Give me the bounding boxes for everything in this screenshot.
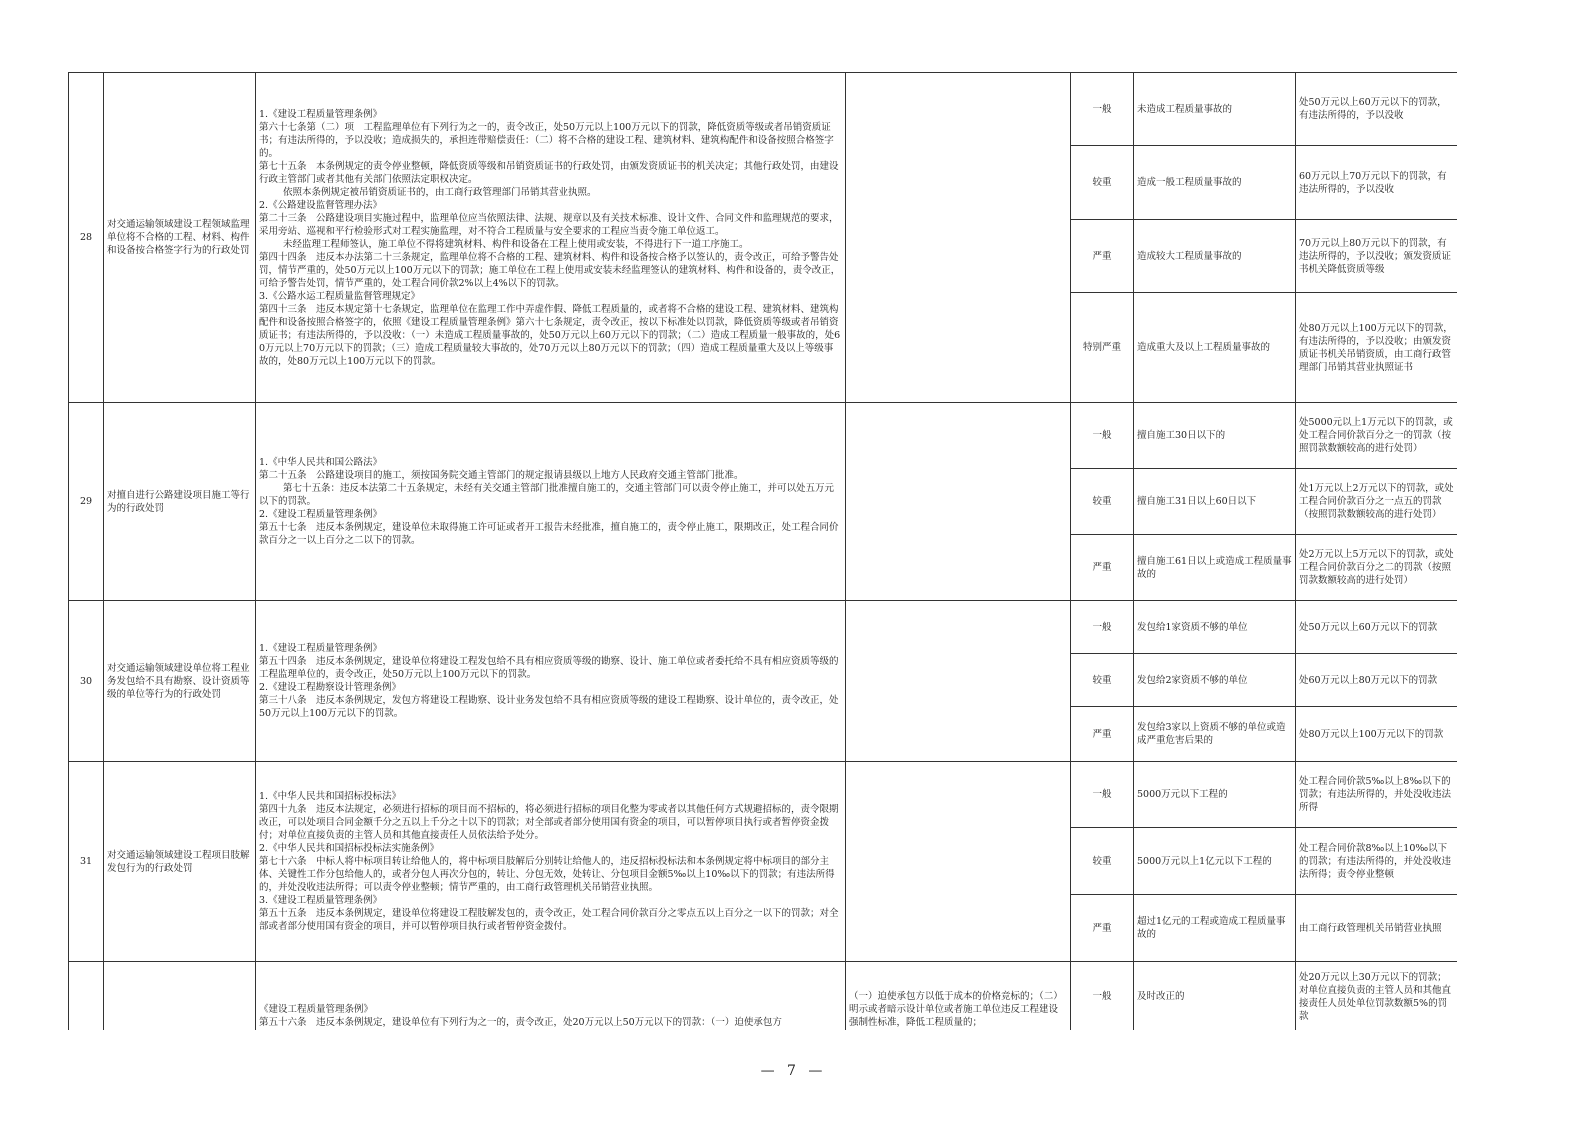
severity-level: 严重 — [1071, 895, 1134, 962]
table-row — [69, 962, 1458, 1031]
penalty-standard: 处50万元以上60万元以下的罚款，有违法所得的，予以没收 — [1296, 73, 1458, 146]
page-number: — 7 — — [760, 1063, 827, 1079]
violation-condition: 发包给1家资质不够的单位 — [1134, 601, 1296, 654]
severity-level: 一般 — [1071, 73, 1134, 146]
circumstance-cell — [846, 762, 1071, 962]
legal-basis: 1.《中华人民共和国招标投标法》 第四十九条 违反本法规定，必须进行招标的项目而不招标的，将必须进行招标的项目化整为零或者以其他任何方式规避招标的，责令限期改正，可以处项目合同金额千分之五以上千分之十以下的罚款；对全部或者部分使用国有资金的项目，可以暂停项目执行或者暂停资金拨付；对单位直接负责的主管人员和其他直接责任人员依法给予处分。 2.《中华人民共和国招标投标法实施条例》 第七十六条 中标人将中标项目转让给他人的，将中标项目肢解后分别转让给他人的，违反招标投标法和本条例规定将中标项目的部分主体、关键性工作分包给他人的，或者分包人再次分包的，转让、分包无效，处转让、分包项目金额5‰以上10‰以下的罚款；有违法所得的，并处没收违法所得；可以责令停业整顿；情节严重的，由工商行政管理机关吊销营业执照。 3.《建设工程质量管理条例》 第五十五条 违反本条例规定，建设单位将建设工程肢解发包的，责令改正，处工程合同价款百分之零点五以上百分之一以下的罚款；对全部或者部分使用国有资金的项目，并可以暂停项目执行或者暂停资金拨付。 — [256, 762, 846, 962]
severity-level: 较重 — [1071, 828, 1134, 895]
penalty-standard: 处20万元以上30万元以下的罚款；对单位直接负责的主管人员和其他直接责任人员处单位罚款数额5%的罚款 — [1296, 962, 1458, 1031]
circumstance-cell — [846, 601, 1071, 762]
item-name: 对交通运输领域建设工程项目肢解发包行为的行政处罚 — [104, 762, 256, 962]
penalty-standard: 处50万元以上60万元以下的罚款 — [1296, 601, 1458, 654]
circumstance-cell: （一）迫使承包方以低于成本的价格竞标的；（二）明示或者暗示设计单位或者施工单位违反工程建设强制性标准，降低工程质量的； — [846, 962, 1071, 1031]
severity-level: 较重 — [1071, 146, 1134, 220]
document-page — [68, 72, 1457, 1030]
severity-level: 一般 — [1071, 403, 1134, 469]
legal-basis: 1.《建设工程质量管理条例》 第五十四条 违反本条例规定，建设单位将建设工程发包给不具有相应资质等级的勘察、设计、施工单位或者委托给不具有相应资质等级的工程监理单位的，责令改正，处50万元以上100万元以下的罚款。 2.《建设工程勘察设计管理条例》 第三十八条 违反本条例规定，发包方将建设工程勘察、设计业务发包给不具有相应资质等级的建设工程勘察、设计单位的，责令改正，处50万元以上100万元以下的罚款。 — [256, 601, 846, 762]
violation-condition: 未造成工程质量事故的 — [1134, 73, 1296, 146]
violation-condition: 超过1亿元的工程或造成工程质量事故的 — [1134, 895, 1296, 962]
violation-condition: 及时改正的 — [1134, 962, 1296, 1031]
legal-basis: 1.《中华人民共和国公路法》 第二十五条 公路建设项目的施工，须按国务院交通主管部门的规定报请县级以上地方人民政府交通主管部门批准。 第七十五条：违反本法第二十五条规定，未经有关交通主管部门批准擅自施工的，交通主管部门可以责令停止施工，并可以处五万元以下的罚款。 2.《建设工程质量管理条例》 第五十七条 违反本条例规定，建设单位未取得施工许可证或者开工报告未经批准，擅自施工的，责令停止施工，限期改正，处工程合同价款百分之一以上百分之二以下的罚款。 — [256, 403, 846, 601]
severity-level: 较重 — [1071, 654, 1134, 707]
item-name — [104, 962, 256, 1031]
row-number: 30 — [69, 601, 104, 762]
table-row — [69, 762, 1458, 828]
row-number — [69, 962, 104, 1031]
legal-basis: 1.《建设工程质量管理条例》 第六十七条第（二）项 工程监理单位有下列行为之一的，责令改正，处50万元以上100万元以下的罚款，降低资质等级或者吊销资质证书；有违法所得的，予以没收；造成损失的，承担连带赔偿责任：（二）将不合格的建设工程、建筑材料、建筑构配件和设备按照合格签字的。 第七十五条 本条例规定的责令停业整顿，降低资质等级和吊销资质证书的行政处罚，由颁发资质证书的机关决定；其他行政处罚，由建设行政主管部门或者其他有关部门依照法定职权决定。 依照本条例规定被吊销资质证书的，由工商行政管理部门吊销其营业执照。 2.《公路建设监督管理办法》 第二十三条 公路建设项目实施过程中，监理单位应当依照法律、法规、规章以及有关技术标准、设计文件、合同文件和监理规范的要求，采用旁站、巡视和平行检验形式对工程实施监理，对不符合工程质量与安全要求的工程应当责令施工单位返工。 未经监理工程师签认，施工单位不得将建筑材料、构件和设备在工程上使用或安装，不得进行下一道工序施工。 第四十四条 违反本办法第二十三条规定，监理单位将不合格的工程、建筑材料、构件和设备按合格予以签认的，责令改正，可给予警告处罚，情节严重的，处50万元以上100万元以下的罚款；施工单位在工程上使用或安装未经监理签认的建筑材料、构件和设备的，责令改正，可给予警告处罚，情节严重的，处工程合同价款2%以上4%以下的罚款。 3.《公路水运工程质量监督管理规定》 第四十三条 违反本规定第十七条规定，监理单位在监理工作中弄虚作假、降低工程质量的，或者将不合格的建设工程、建筑材料、建筑构配件和设备按照合格签字的，依照《建设工程质量管理条例》第六十七条规定，责令改正，按以下标准处以罚款，降低资质等级或者吊销资质证书；有违法所得的，予以没收：（一）未造成工程质量事故的，处50万元以上60万元以下的罚款；（二）造成工程质量一般事故的，处60万元以上70万元以下的罚款；（三）造成工程质量较大事故的，处70万元以上80万元以下的罚款；（四）造成工程质量重大及以上等级事故的，处80万元以上100万元以下的罚款。 — [256, 73, 846, 403]
severity-level: 严重 — [1071, 535, 1134, 601]
penalty-standard: 处工程合同价款8‰以上10‰以下的罚款；有违法所得的，并处没收违法所得；责令停业整顿 — [1296, 828, 1458, 895]
violation-condition: 5000万元以上1亿元以下工程的 — [1134, 828, 1296, 895]
severity-level: 一般 — [1071, 601, 1134, 654]
table-row — [69, 601, 1458, 654]
penalty-standard: 处80万元以上100万元以下的罚款，有违法所得的，予以没收；由颁发资质证书机关吊销资质，由工商行政管理部门吊销其营业执照证书 — [1296, 293, 1458, 403]
item-name: 对交通运输领域建设工程领域监理单位将不合格的工程、材料、构件和设备按合格签字行为的行政处罚 — [104, 73, 256, 403]
penalty-standard: 处80万元以上100万元以下的罚款 — [1296, 707, 1458, 762]
severity-level: 特别严重 — [1071, 293, 1134, 403]
penalty-standard: 处60万元以上80万元以下的罚款 — [1296, 654, 1458, 707]
item-name: 对交通运输领域建设单位将工程业务发包给不具有勘察、设计资质等级的单位等行为的行政处罚 — [104, 601, 256, 762]
penalty-standard: 处工程合同价款5‰以上8‰以下的罚款；有违法所得的，并处没收违法所得 — [1296, 762, 1458, 828]
penalty-standard: 处5000元以上1万元以下的罚款，或处工程合同价款百分之一的罚款（按照罚款数额较高的进行处罚） — [1296, 403, 1458, 469]
item-name: 对擅自进行公路建设项目施工等行为的行政处罚 — [104, 403, 256, 601]
violation-condition: 5000万元以下工程的 — [1134, 762, 1296, 828]
penalty-table — [68, 72, 1457, 1030]
violation-condition: 擅自施工31日以上60日以下 — [1134, 469, 1296, 535]
legal-basis: 《建设工程质量管理条例》 第五十六条 违反本条例规定，建设单位有下列行为之一的，责令改正，处20万元以上50万元以下的罚款：（一）迫使承包方 — [256, 962, 846, 1031]
violation-condition: 擅自施工30日以下的 — [1134, 403, 1296, 469]
penalty-standard: 70万元以上80万元以下的罚款，有违法所得的，予以没收；颁发资质证书机关降低资质等级 — [1296, 220, 1458, 293]
table-row — [69, 403, 1458, 469]
severity-level: 一般 — [1071, 762, 1134, 828]
violation-condition: 造成一般工程质量事故的 — [1134, 146, 1296, 220]
table-row — [69, 73, 1458, 146]
violation-condition: 造成重大及以上工程质量事故的 — [1134, 293, 1296, 403]
circumstance-cell — [846, 403, 1071, 601]
row-number: 31 — [69, 762, 104, 962]
penalty-standard: 处1万元以上2万元以下的罚款，或处工程合同价款百分之一点五的罚款（按照罚款数额较高的进行处罚） — [1296, 469, 1458, 535]
severity-level: 严重 — [1071, 707, 1134, 762]
violation-condition: 造成较大工程质量事故的 — [1134, 220, 1296, 293]
violation-condition: 擅自施工61日以上或造成工程质量事故的 — [1134, 535, 1296, 601]
penalty-standard: 60万元以上70万元以下的罚款，有违法所得的，予以没收 — [1296, 146, 1458, 220]
penalty-standard: 处2万元以上5万元以下的罚款，或处工程合同价款百分之二的罚款（按照罚款数额较高的进行处罚） — [1296, 535, 1458, 601]
violation-condition: 发包给3家以上资质不够的单位或造成严重危害后果的 — [1134, 707, 1296, 762]
row-number: 29 — [69, 403, 104, 601]
circumstance-cell — [846, 73, 1071, 403]
penalty-standard: 由工商行政管理机关吊销营业执照 — [1296, 895, 1458, 962]
row-number: 28 — [69, 73, 104, 403]
severity-level: 一般 — [1071, 962, 1134, 1031]
severity-level: 严重 — [1071, 220, 1134, 293]
violation-condition: 发包给2家资质不够的单位 — [1134, 654, 1296, 707]
severity-level: 较重 — [1071, 469, 1134, 535]
